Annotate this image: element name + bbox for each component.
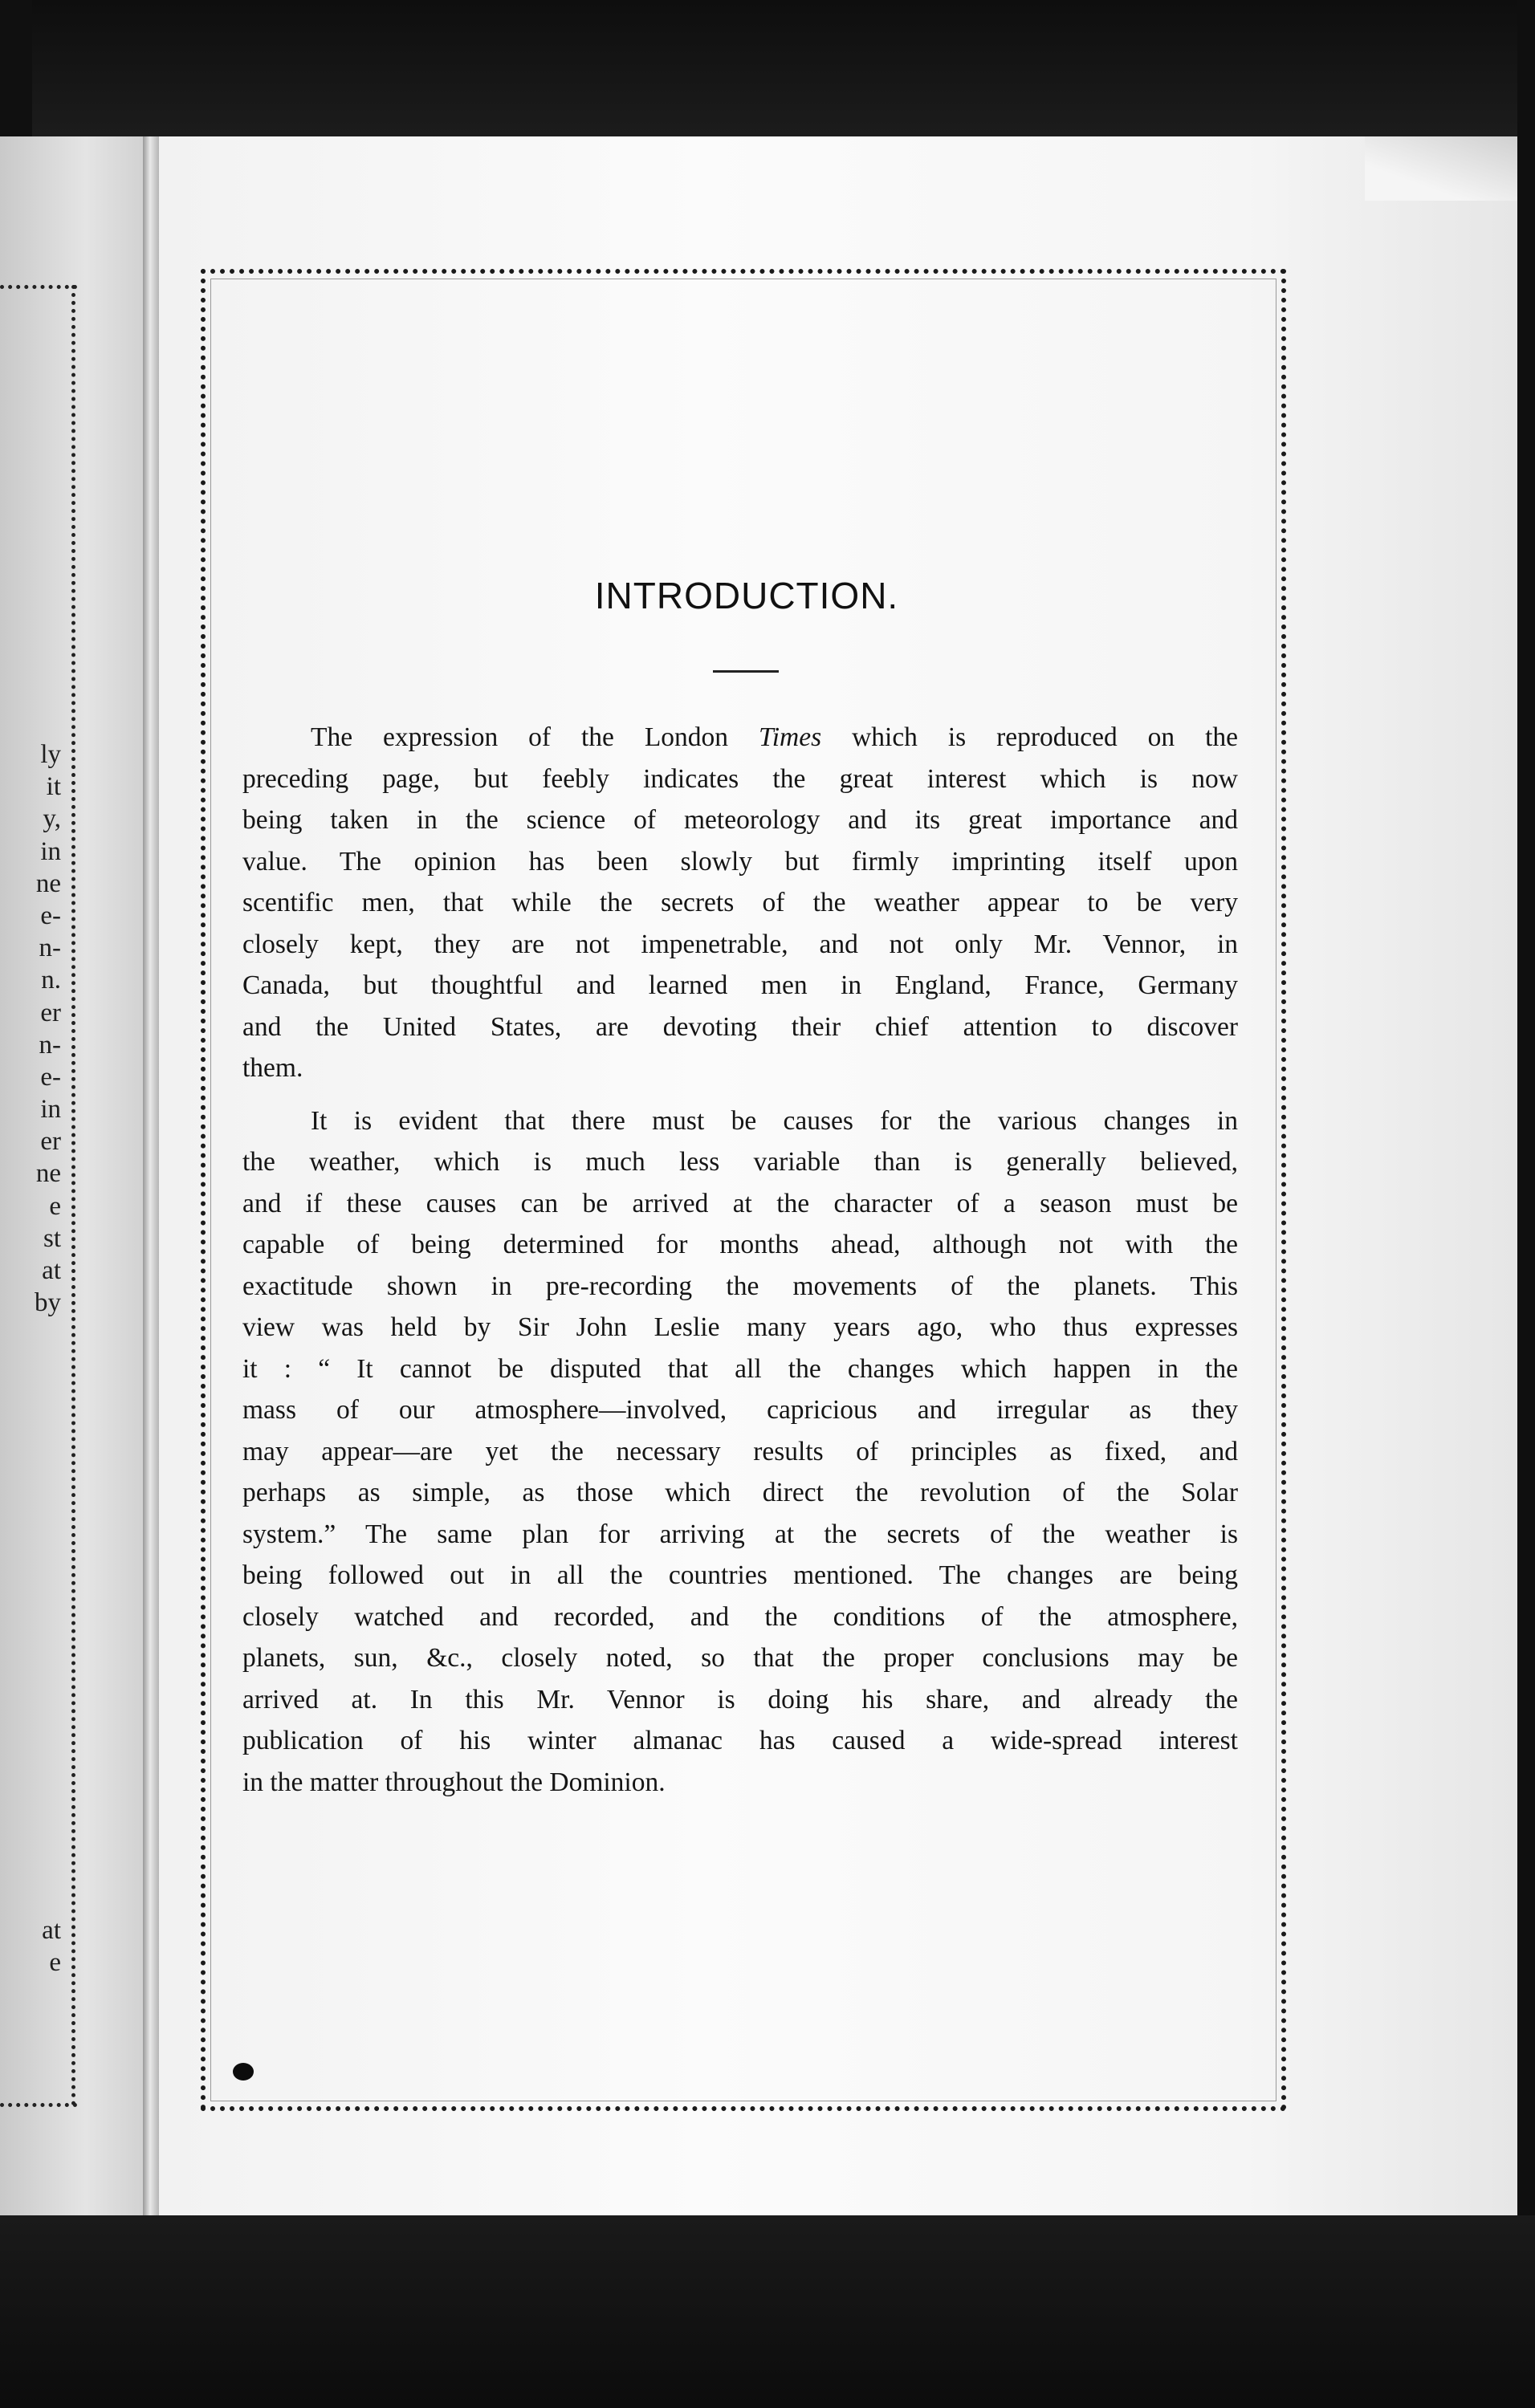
text-line: in the matter throughout the Dominion. — [242, 1767, 666, 1797]
text-line: and the United States, are devoting their chief attention to discover — [242, 1011, 1238, 1042]
film-margin-bottom — [0, 2215, 1535, 2408]
facing-page-line: y, — [43, 804, 61, 834]
paragraph-1 — [242, 717, 1238, 1089]
film-margin-top — [0, 0, 1535, 136]
text-line: system.” The same plan for arriving at the secrets of the weather is — [242, 1519, 1238, 1549]
text-line: The expression of the London Times which is reproduced on the — [311, 722, 1239, 752]
text-line: and if these causes can be arrived at the character of a season must be — [242, 1188, 1238, 1218]
facing-page-line: by — [35, 1288, 61, 1318]
text-line: being followed out in all the countries mentioned. The changes are being — [242, 1560, 1238, 1590]
text-line: scentific men, that while the secrets of the weather appear to be very — [242, 888, 1238, 917]
text-line: view was held by Sir John Leslie many years ago, who thus expresses — [242, 1312, 1238, 1342]
newspaper-name: Times — [758, 722, 822, 752]
text-line: value. The opinion has been slowly but firmly imprinting itself upon — [242, 846, 1238, 877]
text-line: It is evident that there must be causes for the various changes in — [311, 1105, 1238, 1136]
text-line: perhaps as simple, as those which direct the revolution of the Solar — [242, 1478, 1238, 1507]
text-line: preceding page, but feebly indicates the great interest which is now — [242, 763, 1238, 794]
text-line: Canada, but thoughtful and learned men in England, France, Germany — [242, 970, 1238, 1000]
text-line: capable of being determined for months ahead, although not with the — [242, 1230, 1238, 1259]
facing-page-text-bottom — [0, 1914, 61, 1979]
page-title: INTRODUCTION. — [594, 575, 899, 616]
facing-page-line: in — [40, 1095, 61, 1125]
text-line: exactitude shown in pre-recording the movements of the planets. This — [242, 1271, 1238, 1301]
facing-page-line: ne — [35, 868, 61, 898]
facing-page-line: at — [42, 1256, 61, 1285]
facing-page-line: ly — [40, 740, 61, 769]
facing-page-line: n- — [39, 934, 61, 963]
facing-page-line: st — [43, 1223, 61, 1253]
text-line: planets, sun, &c., closely noted, so that the proper conclusions may be — [242, 1643, 1238, 1673]
paragraph-gap — [242, 1089, 1238, 1100]
facing-page-line: e- — [40, 901, 61, 930]
text-line: closely kept, they are not impenetrable, and not only Mr. Vennor, in — [242, 929, 1238, 959]
facing-page-line: at — [42, 1916, 61, 1945]
text-line: closely watched and recorded, and the conditions of the atmosphere, — [242, 1601, 1238, 1632]
facing-page-line: n- — [39, 1030, 61, 1060]
facing-page-line: e — [49, 1948, 61, 1977]
facing-page-line: n. — [41, 966, 61, 995]
text-line: publication of his winter almanac has caused a wide-spread interest — [242, 1726, 1238, 1755]
paragraph-2 — [242, 1100, 1238, 1804]
facing-page-text-top — [0, 738, 61, 1319]
text-line: the weather, which is much less variable than is generally believed, — [242, 1147, 1238, 1177]
text-line: mass of our atmosphere—involved, capricious and irregular as they — [242, 1395, 1238, 1425]
facing-page-line: er — [40, 1127, 61, 1157]
text-line: them. — [242, 1053, 303, 1083]
facing-page-line: e — [49, 1191, 61, 1221]
facing-page-line: it — [46, 772, 61, 802]
facing-page-border-bottom — [0, 2103, 77, 2107]
text-line: may appear—are yet the necessary results of principles as fixed, and — [242, 1436, 1238, 1466]
facing-page-line: ne — [35, 1159, 61, 1189]
text-line: it : “ It cannot be disputed that all the changes which happen in the — [242, 1353, 1238, 1384]
page-corner-fold — [1365, 136, 1517, 201]
facing-page-line: er — [40, 998, 61, 1027]
facing-page-border-right — [63, 285, 75, 2107]
book-gutter — [143, 136, 159, 2223]
ink-blot — [233, 2063, 254, 2081]
text-line: arrived at. In this Mr. Vennor is doing his share, and already the — [242, 1684, 1238, 1714]
title-divider — [713, 670, 779, 673]
facing-page-line: e- — [40, 1062, 61, 1092]
text-line: being taken in the science of meteorology and its great importance and — [242, 805, 1238, 835]
introduction-body — [242, 717, 1238, 1803]
film-margin-right — [1517, 0, 1535, 2408]
facing-page-line: in — [40, 836, 61, 866]
